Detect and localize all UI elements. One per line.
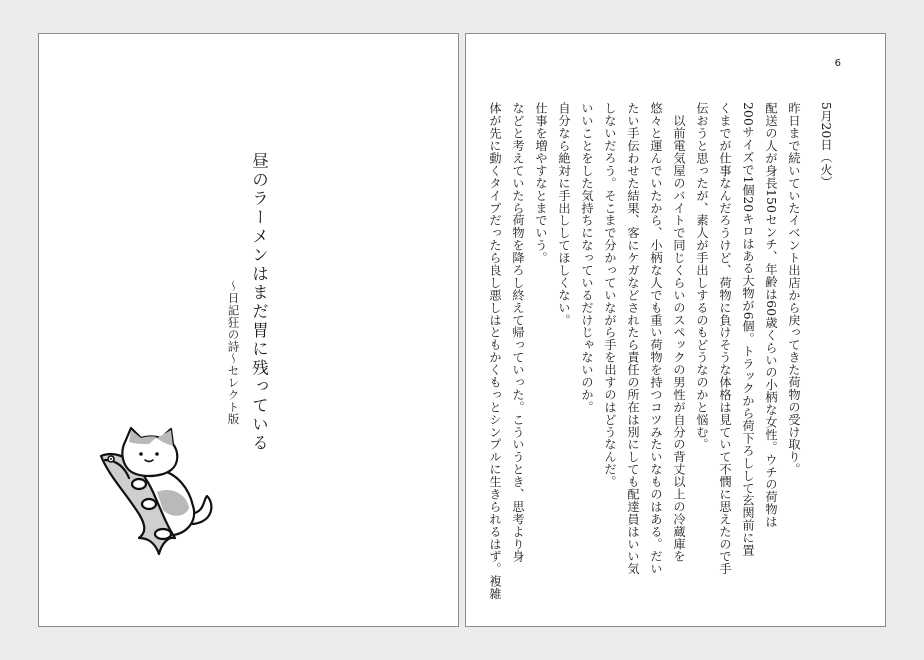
diary-entry [483,102,837,602]
text-line: くまでが仕事なんだろうけど、荷物に負けそうな体格は見ていて不憫に思えたので手 [718,102,732,575]
text-line: 仕事を増やすなとまでいう。 [534,102,548,264]
right-page [465,33,886,627]
book-subtitle: ～日記狂の詩～セレクト版 [226,280,241,425]
text-line: いいことをした気持ちになっているだけじゃないのか。 [580,102,594,414]
text-line: 200サイズで1個20キロはある大物が6個。トラックから荷下ろしして玄関前に置 [741,102,755,557]
text-line: 昨日まで続いていたイベント出店から戻ってきた荷物の受け取り。 [787,102,801,476]
cat-holding-fish-illustration [95,426,225,556]
text-line: 配送の人が身長150センチ、年齢は60歳くらいの小柄な女性。ウチの荷物は [764,102,778,528]
entry-date: 5月20日（火） [819,102,833,189]
left-page [38,33,459,627]
page-number: 6 [834,58,841,69]
book-title: 昼のラーメンはまだ胃に残っている [249,152,269,453]
text-line: などと考えていたら荷物を降ろし終えて帰っていった。こういうとき、思考より身 [511,102,525,563]
text-line: 体が先に動くタイプだったら良し悪しはともかくもっとシンプルに生きられるはず。複雑 [488,102,502,600]
text-line: 自分なら絶対に手出ししてほしくない。 [557,102,571,326]
text-line: 以前電気屋のバイトで同じくらいのスペックの男性が自分の背丈以上の冷蔵庫を [672,102,686,563]
text-line: たい手伝わせた結果、客にケガなどされたら責任の所在は別にしても配達員はいい気 [626,102,640,575]
text-line: しないだろう。そこまで分かっていながら手を出すのはどうなんだ。 [603,102,617,488]
text-line: 悠々と運んでいたから、小柄な人でも重い荷物を持つコツみたいなものはある。だい [649,102,663,575]
text-line: 伝おうと思ったが、素人が手出しするのもどうなのかと悩む。 [695,102,709,451]
